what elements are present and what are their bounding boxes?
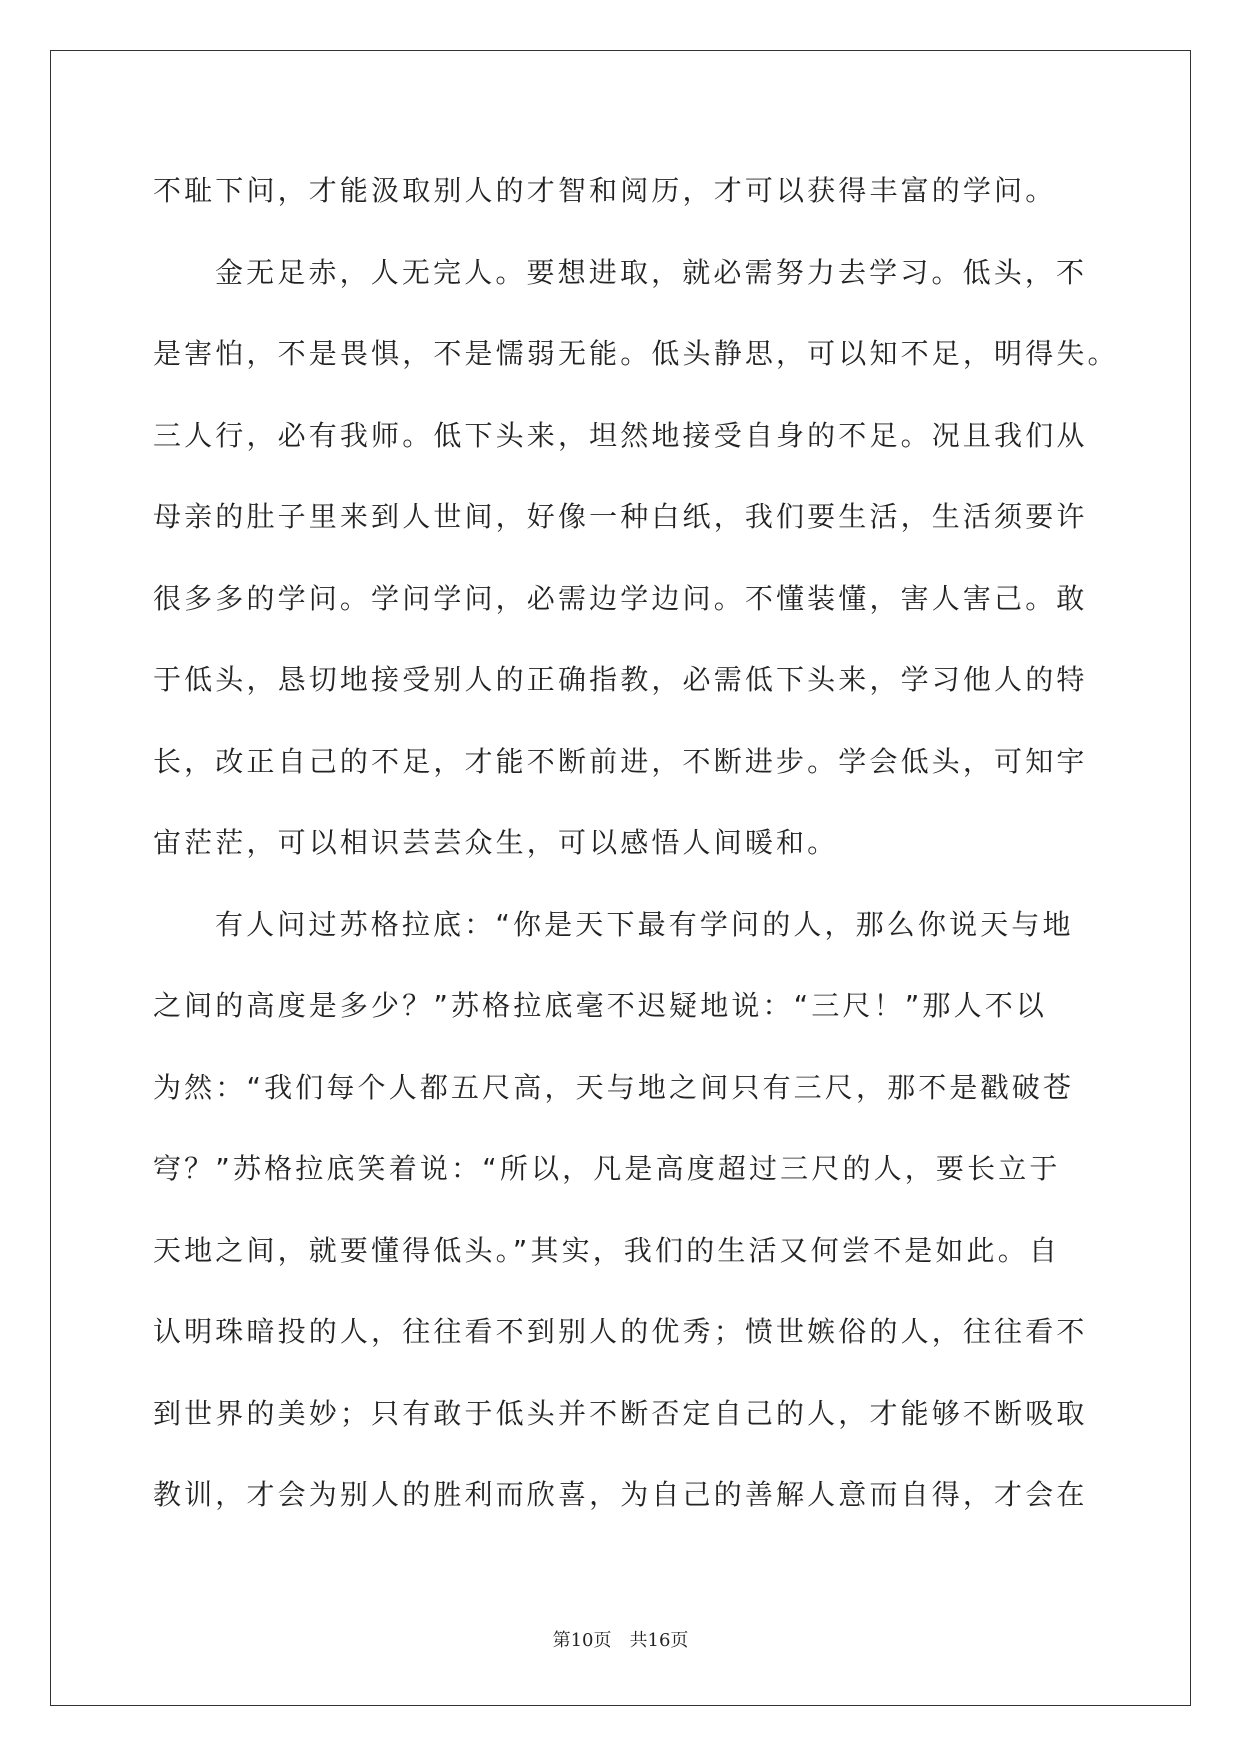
body-line: 到世界的美妙；只有敢于低头并不断否定自己的人，才能够不断吸取 bbox=[153, 1396, 1088, 1430]
body-line: 很多多的学问。学问学问，必需边学边问。不懂装懂，害人害己。敢 bbox=[153, 581, 1088, 615]
body-line: 认明珠暗投的人，往往看不到别人的优秀；愤世嫉俗的人，往往看不 bbox=[153, 1315, 1088, 1348]
body-line: 长，改正自己的不足，才能不断前进，不断进步。学会低头，可知宇 bbox=[153, 744, 1088, 778]
body-line: 于低头，恳切地接受别人的正确指教，必需低下头来，学习他人的特 bbox=[153, 663, 1088, 696]
body-line: 三人行，必有我师。低下头来，坦然地接受自身的不足。况且我们从 bbox=[153, 418, 1088, 452]
body-line: 穹？”苏格拉底笑着说：“所以，凡是高度超过三尺的人，要长立于 bbox=[153, 1152, 1061, 1185]
body-line: 母亲的肚子里来到人世间，好像一种白纸，我们要生活，生活须要许 bbox=[153, 500, 1088, 533]
body-line: 宙茫茫，可以相识芸芸众生，可以感悟人间暖和。 bbox=[153, 826, 839, 859]
body-line: 之间的高度是多少？”苏格拉底毫不迟疑地说：“三尺！”那人不以 bbox=[153, 989, 1048, 1022]
body-line: 有人问过苏格拉底：“你是天下最有学问的人，那么你说天与地 bbox=[215, 907, 1074, 941]
body-line: 是害怕，不是畏惧，不是懦弱无能。低头静思，可以知不足，明得失。 bbox=[153, 337, 1119, 370]
body-line: 不耻下问，才能汲取别人的才智和阅历，才可以获得丰富的学问。 bbox=[153, 174, 1057, 207]
body-line: 教训，才会为别人的胜利而欣喜，为自己的善解人意而自得，才会在 bbox=[153, 1478, 1088, 1511]
page-number-footer: 第10页 共16页 bbox=[552, 1630, 689, 1651]
body-text bbox=[153, 150, 1133, 1536]
body-line: 金无足赤，人无完人。要想进取，就必需努力去学习。低头，不 bbox=[215, 255, 1088, 289]
body-line: 为然：“我们每个人都五尺高，天与地之间只有三尺，那不是戳破苍 bbox=[153, 1070, 1075, 1104]
body-line: 天地之间，就要懂得低头。”其实，我们的生活又何尝不是如此。自 bbox=[153, 1233, 1061, 1267]
